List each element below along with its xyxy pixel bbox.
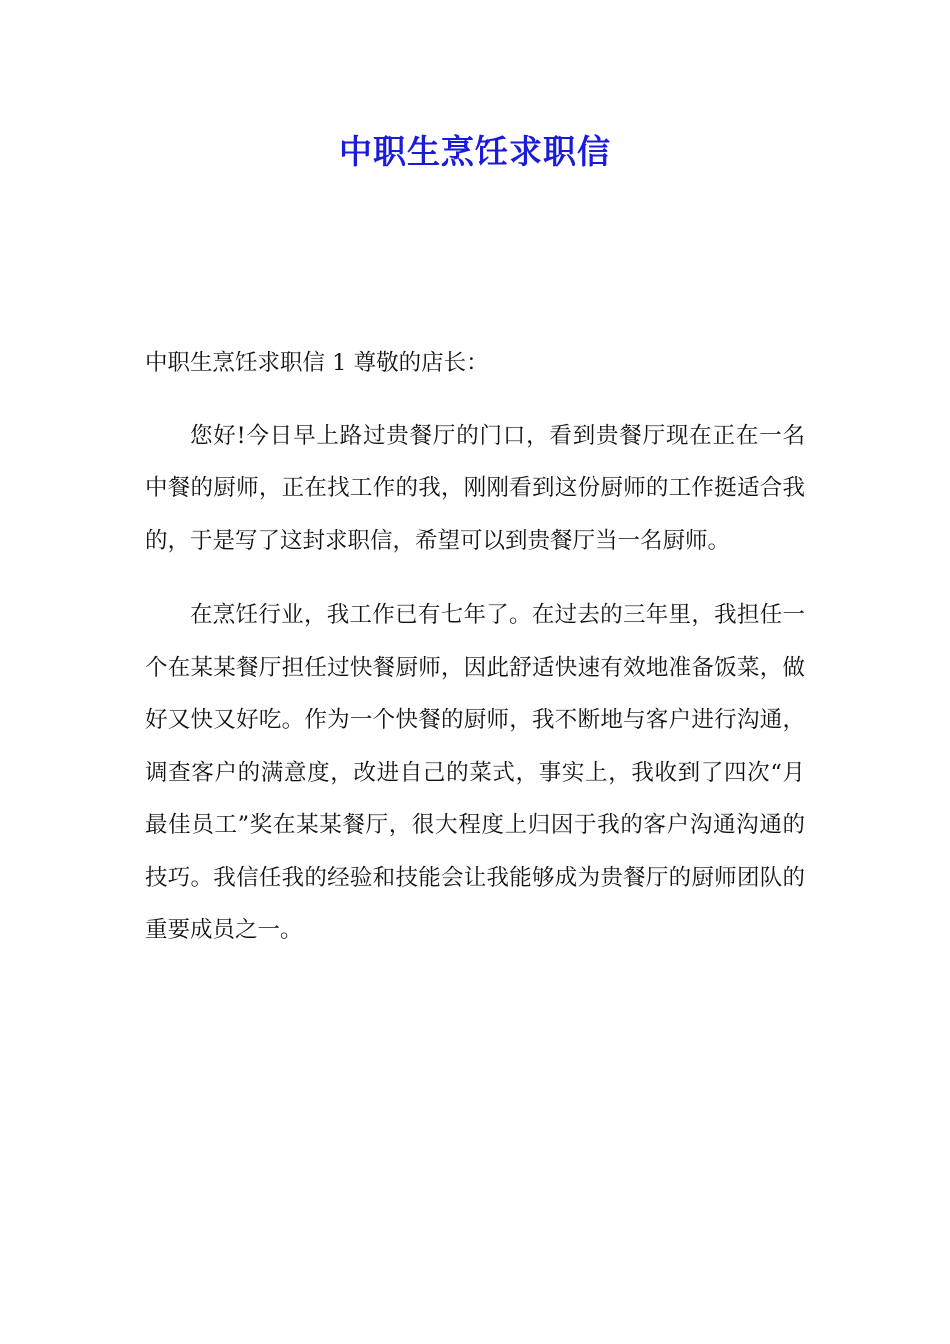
paragraph-1: 您好!今日早上路过贵餐厅的门口，看到贵餐厅现在正在一名中餐的厨师，正在找工作的我，刚刚看到这份厨师的工作挺适合我的，于是写了这封求职信，希望可以到贵餐厅当一名厨师。 bbox=[145, 422, 805, 554]
letter-greeting: 中职生烹饪求职信 1 尊敬的店长： bbox=[145, 350, 489, 376]
paragraph-2: 在烹饪行业，我工作已有七年了。在过去的三年里，我担任一个在某某餐厅担任过快餐厨师，因此舒适快速有效地准备饭菜，做好又快又好吃。作为一个快餐的厨师，我不断地与客户进行沟通，调查客户的满意度，改进自己的菜式，事实上，我收到了四次“月最佳员工”奖在某某餐厅，很大程度上归因于我的客户沟通沟通的技巧。我信任我的经验和技能会让我能够成为贵餐厅的厨师团队的重要成员之一。 bbox=[145, 602, 805, 943]
letter-body bbox=[145, 337, 805, 979]
document-title: 中职生烹饪求职信 bbox=[339, 132, 611, 171]
